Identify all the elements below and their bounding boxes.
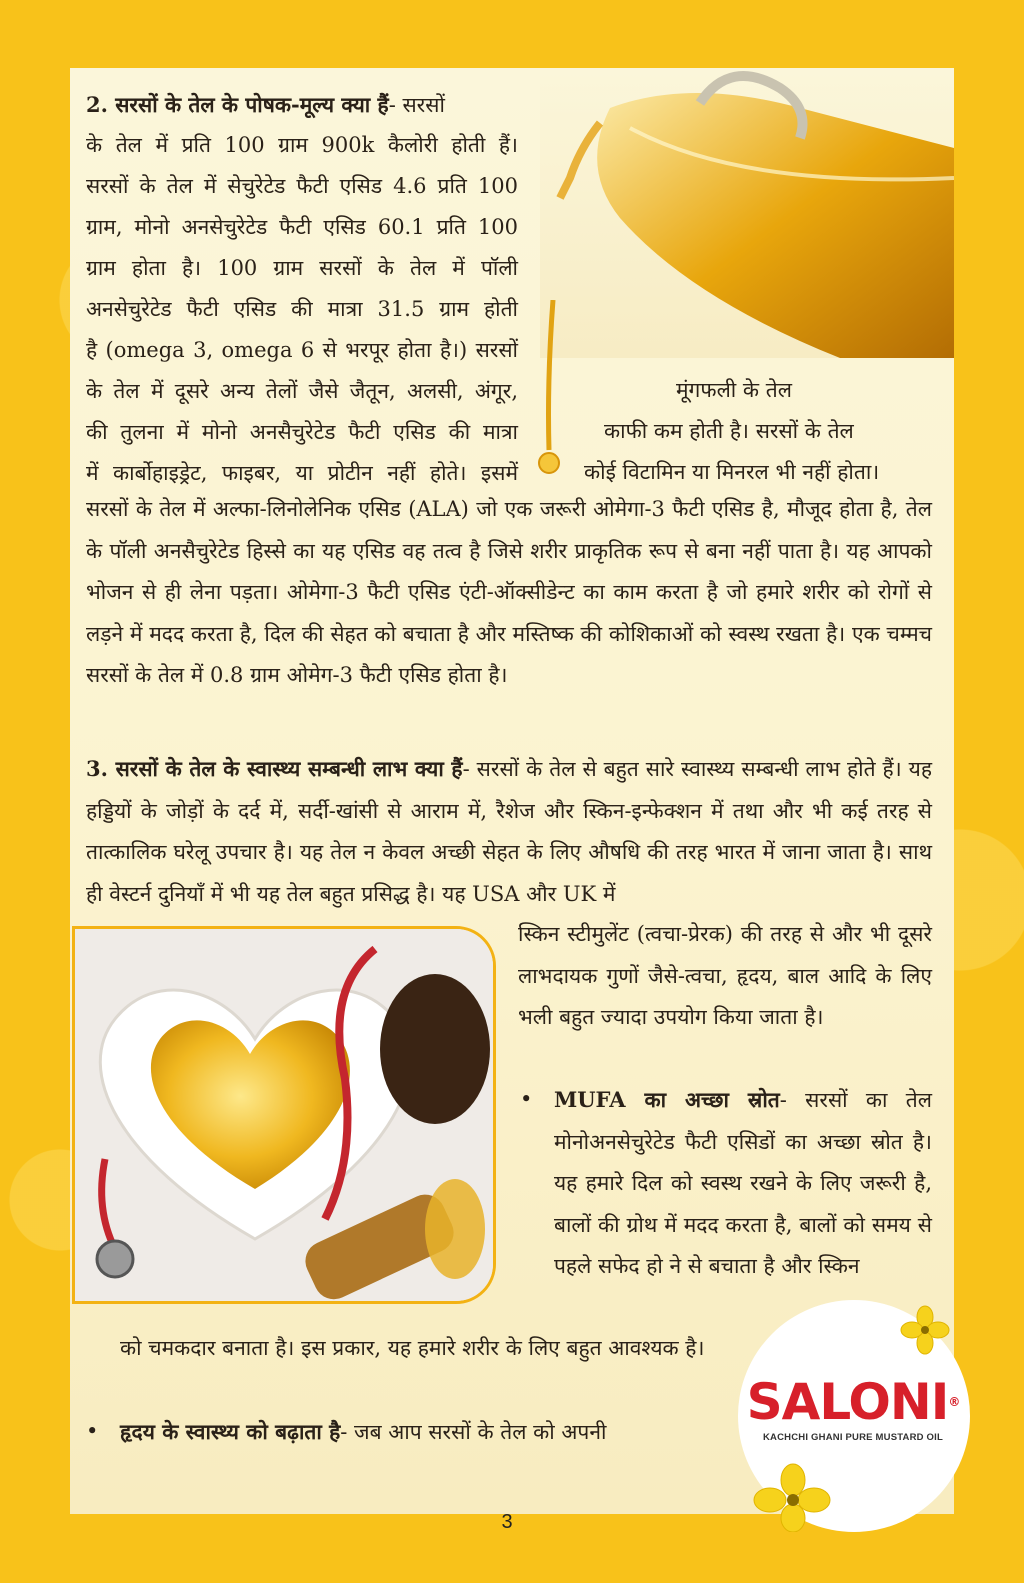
bullet1-mufa bbox=[554, 1079, 932, 1288]
section2-line-7: है (omega 3, omega 6 से भरपूर होता है।) सरसों bbox=[86, 338, 518, 362]
bullet2-heart-health bbox=[120, 1411, 722, 1454]
section2-line-2: के तेल में प्रति 100 ग्राम 900k कैलोरी होती हैं। bbox=[86, 133, 518, 157]
registered-mark: ® bbox=[948, 1395, 960, 1409]
section3-right-text: स्किन स्टीमुलेंट (त्वचा-प्रेरक) की तरह से और भी दूसरे लाभदायक गुणों जैसे-त्वचा, हृदय, बाल आदि के लिए भली बहुत ज्यादा उपयोग किया जाता है। bbox=[518, 922, 932, 1029]
section2-line-3: सरसों के तेल में सेचुरेटेड फैटी एसिड 4.6 प्रति 100 bbox=[86, 174, 518, 198]
section3-intro-text: - सरसों के तेल से बहुत सारे स्वास्थ्य सम्बन्धी लाभ होते हैं। यह हड्डियों के जोड़ों के दर्द में, सर्दी-खांसी से आराम में, रैशेज और स्किन-इन्फेक्शन में तथा और भी कई तरह से तात्कालिक घरेलू उपचार है। यह तेल न केवल अच्छी सेहत के लिए औषधि की तरह भारत में जाना जाता है। साथ ही वेस्टर्न दुनियाँ में भी यह तेल बहुत प्रसिद्ध है। यह USA और UK में bbox=[86, 757, 932, 906]
bullet2-text: - जब आप सरसों के तेल को अपनी bbox=[340, 1420, 607, 1444]
bullet1-text: - सरसों का तेल मोनोअनसेचुरेटेड फैटी एसिडों का अच्छा स्रोत है। यह हमारे दिल को स्वस्थ रखने के लिए जरूरी है, बालों की ग्रोथ में मदद करता है, बालों को समय से पहले सफेद हो ने से बचाता है और स्किन bbox=[554, 1088, 932, 1278]
oil-bottle-image bbox=[540, 68, 954, 358]
mustard-flower-icon bbox=[900, 1305, 950, 1355]
section3-heading: 3. सरसों के तेल के स्वास्थ्य सम्बन्धी लाभ क्या हैं bbox=[86, 756, 463, 781]
section2-heading: 2. सरसों के तेल के पोषक-मूल्य क्या हैं bbox=[86, 92, 389, 117]
logo-tagline: KACHCHI GHANI PURE MUSTARD OIL bbox=[763, 1432, 943, 1443]
section2-paragraph: सरसों के तेल में अल्फा-लिनोलेनिक एसिड (ALA) जो एक जरूरी ओमेगा-3 फैटी एसिड है, मौजूद होता है, तेल के पॉली अनसैचुरेटेड हिस्से का यह एसिड वह तत्व है जिसे शरीर प्राकृतिक रूप से बना नहीं पाता है। यह आपको भोजन से ही लेना पड़ता। ओमेगा-3 फैटी एसिड एंटी-ऑक्सीडेन्ट का काम करता है जो हमारे शरीर को रोगों से लड़ने में मदद करता है, दिल की सेहत को बचाता है और मस्तिष्क की कोशिकाओं को स्वस्थ रखता है। एक चम्मच सरसों के तेल में 0.8 ग्राम ओमेग-3 फैटी एसिड होता है। bbox=[86, 497, 932, 687]
bullet1-title: MUFA का अच्छा स्रोत bbox=[554, 1087, 780, 1112]
section2-right-line-1: मूंगफली के तेल bbox=[676, 378, 792, 402]
section2-line-10: में कार्बोहाइड्रेट, फाइबर, या प्रोटीन नहीं होते। इसमें bbox=[86, 461, 518, 485]
section2-line-6: अनसेचुरेटेड फैटी एसिड की मात्रा 31.5 ग्राम होती bbox=[86, 297, 518, 321]
bullet1-marker: • bbox=[520, 1087, 533, 1111]
heart-oil-bowl-image bbox=[72, 926, 496, 1304]
bullet2-title: हृदय के स्वास्थ्य को बढ़ाता है bbox=[120, 1419, 341, 1444]
bullet2-marker: • bbox=[86, 1419, 99, 1443]
section2-right-line-3: कोई विटामिन या मिनरल भी नहीं होता। bbox=[584, 460, 880, 484]
section2-line-8: के तेल में दूसरे अन्य तेलों जैसे जैतून, अलसी, अंगूर, bbox=[86, 379, 518, 403]
section2-line-9: की तुलना में मोनो अनसैचुरेटेड फैटी एसिड की मात्रा bbox=[86, 420, 518, 444]
section2-line-5: ग्राम होता है। 100 ग्राम सरसों के तेल में पॉली bbox=[86, 256, 518, 280]
oil-drop-stream bbox=[535, 300, 565, 480]
section3-intro bbox=[86, 748, 932, 915]
section2-heading-tail: - सरसों bbox=[388, 93, 445, 117]
section2-right-line-2: काफी कम होती है। सरसों के तेल bbox=[604, 419, 854, 443]
saloni-logo bbox=[746, 1372, 960, 1432]
section2-line-1 bbox=[86, 84, 518, 127]
section2-line-4: ग्राम, मोनो अनसेचुरेटेड फैटी एसिड 60.1 प्रति 100 bbox=[86, 215, 518, 239]
bullet1-continuation: को चमकदार बनाता है। इस प्रकार, यह हमारे शरीर के लिए बहुत आवश्यक है। bbox=[120, 1336, 705, 1360]
brand-name: SALONI bbox=[746, 1373, 949, 1431]
page-number: 3 bbox=[501, 1511, 513, 1533]
